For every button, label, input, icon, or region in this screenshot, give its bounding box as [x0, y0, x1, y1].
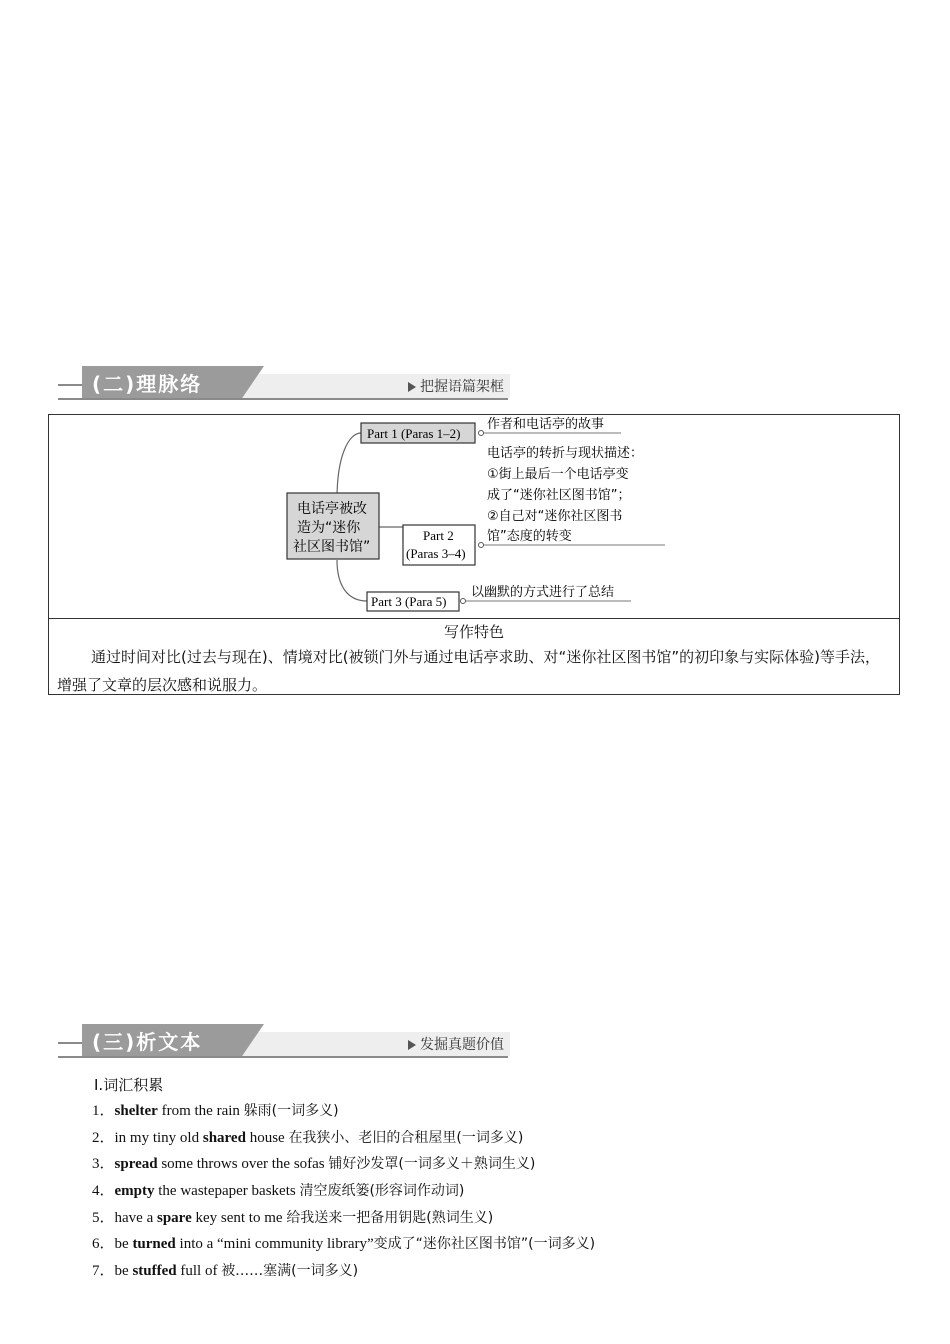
section-subtitle-text: 把握语篇架框 [420, 379, 504, 395]
connector-part2 [379, 527, 403, 543]
item-translation: 在我狭小、老旧的合租屋里(一词多义) [288, 1129, 524, 1146]
item-number: 1． [92, 1103, 115, 1119]
item-keyword: shared [202, 1129, 246, 1146]
part2-dot [479, 543, 484, 548]
list-item [92, 1098, 595, 1125]
writing-features-title: 写作特色 [443, 623, 504, 641]
structure-table [48, 414, 900, 695]
table-divider [49, 618, 899, 619]
center-line-3: 社区图书馆” [293, 539, 371, 555]
vocab-heading: Ⅰ.词汇积累 [94, 1076, 164, 1094]
vocab-list [92, 1098, 595, 1285]
item-pre: have a [114, 1209, 157, 1226]
part1-label: Part 1 (Paras 1–2) [367, 426, 461, 441]
section-subtitle-text: 发掘真题价值 [420, 1037, 504, 1053]
part1-dot [479, 431, 484, 436]
item-post: from the rain [157, 1103, 244, 1119]
list-item [92, 1231, 595, 1258]
center-line-1: 电话亭被改 [297, 501, 367, 517]
item-pre: in my tiny old [114, 1129, 203, 1146]
item-number: 2． [92, 1129, 115, 1146]
item-keyword: turned [132, 1236, 176, 1253]
item-translation: 给我送来一把备用钥匙(熟词生义) [286, 1209, 494, 1226]
list-item [92, 1151, 595, 1178]
item-translation: 被……塞满(一词多义) [221, 1263, 359, 1280]
arrow-icon [408, 382, 416, 392]
connector-part3 [337, 560, 367, 601]
section-subtitle [408, 376, 504, 396]
item-keyword: stuffed [132, 1263, 177, 1280]
item-post: some throws over the sofas [157, 1156, 329, 1173]
item-translation: 变成了“迷你社区图书馆”(一词多义) [373, 1236, 596, 1253]
item-post: key sent to me [191, 1209, 287, 1226]
arrow-icon [408, 1040, 416, 1050]
header-rule [58, 1056, 508, 1058]
part2-note-5: 馆”态度的转变 [487, 529, 572, 544]
list-item [92, 1258, 595, 1285]
item-translation: 铺好沙发罩(一词多义＋熟词生义) [328, 1156, 536, 1173]
list-item [92, 1178, 595, 1205]
center-line-2: 造为“迷你 [297, 520, 361, 536]
section-header-analysis [58, 1024, 510, 1060]
item-number: 3． [92, 1156, 115, 1173]
item-keyword: shelter [114, 1103, 158, 1119]
section-title: (二)理脉络 [92, 372, 203, 396]
part3-note: 以幽默的方式进行了总结 [471, 585, 615, 600]
item-pre: be [114, 1263, 133, 1280]
section-header-structure [58, 366, 510, 402]
part2-note-1: 电话亭的转折与现状描述： [487, 446, 644, 461]
part2-note-4: ②自己对“迷你社区图书 [487, 509, 623, 524]
part3-label: Part 3 (Para 5) [371, 594, 447, 609]
list-item [92, 1205, 595, 1232]
mindmap-diagram [49, 415, 899, 618]
item-translation: 躲雨(一词多义) [243, 1103, 339, 1119]
part2-note-2: ①街上最后一个电话亭变 [487, 467, 629, 482]
item-number: 6． [92, 1236, 115, 1253]
item-keyword: spare [157, 1209, 192, 1226]
connector-part1 [337, 433, 361, 499]
part2-label-2: (Paras 3–4) [406, 546, 466, 561]
list-item [92, 1125, 595, 1152]
header-stub [58, 384, 82, 386]
item-keyword: spread [114, 1156, 158, 1173]
item-translation: 清空废纸篓(形容词作动词) [299, 1183, 465, 1200]
item-number: 7． [92, 1263, 115, 1280]
header-stub [58, 1042, 82, 1044]
border-gap [287, 415, 665, 417]
item-number: 5． [92, 1209, 115, 1226]
writing-features-text: 通过时间对比(过去与现在)、情境对比(被锁门外与通过电话亭求助、对“迷你社区图书馆”的初印象与实际体验)等手法，增强了文章的层次感和说服力。 [57, 648, 880, 694]
item-post: into a “mini community library” [175, 1236, 374, 1253]
item-pre: be [114, 1236, 133, 1253]
part2-label-1: Part 2 [423, 528, 454, 543]
item-number: 4． [92, 1183, 115, 1200]
section-title: (三)析文本 [92, 1030, 203, 1054]
item-post: house [245, 1129, 289, 1146]
item-keyword: empty [114, 1183, 155, 1200]
section-subtitle [408, 1034, 504, 1054]
part1-note: 作者和电话亭的故事 [487, 417, 605, 432]
item-post: full of [176, 1263, 222, 1280]
header-rule [58, 398, 508, 400]
part2-note-3: 成了“迷你社区图书馆”； [487, 488, 631, 503]
item-post: the wastepaper baskets [154, 1183, 300, 1200]
part3-dot [461, 599, 466, 604]
